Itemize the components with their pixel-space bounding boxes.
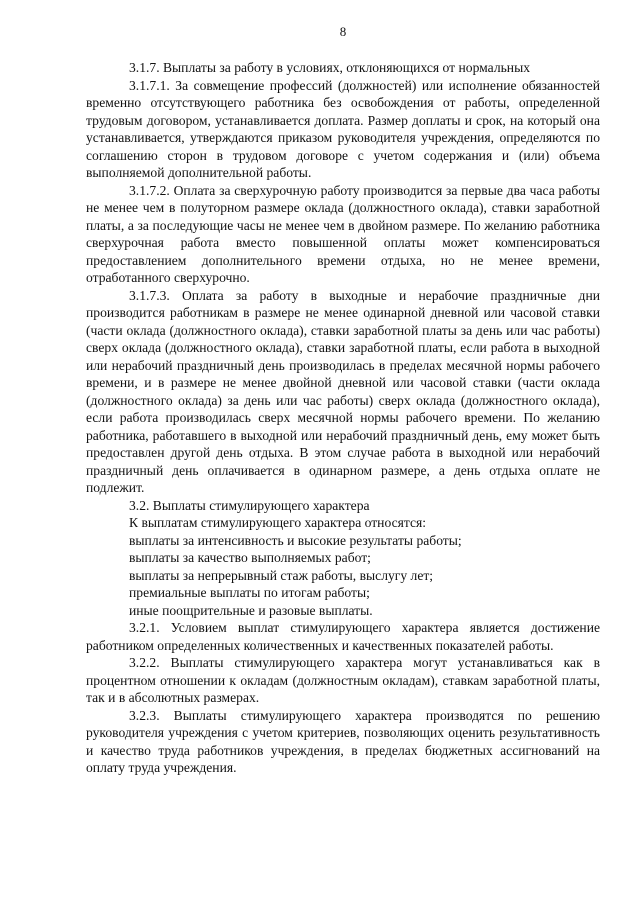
paragraph-3-1-7-1: 3.1.7.1. За совмещение профессий (должностей) или исполнение обязанностей временно отсутствующего работника без освобождения от работы, определенной трудовым договором, устанавливается доплата. Размер доплаты и срок, на который она устанавливается, утверждаются приказом руководителя учреждения, определяются по соглашению сторон в трудовом договоре с учетом содержания и (или) объема выполняемой дополнительной работы. xyxy=(86,77,600,180)
paragraph-3-1-7-3: 3.1.7.3. Оплата за работу в выходные и нерабочие праздничные дни производится работникам в размере не менее одинарной дневной или часовой ставки (части оклада (должностного оклада), ставки заработной платы за день или час работы) сверх оклада (должностного оклада), ставки заработной платы, если работа в выходной или нерабочий праздничный день производилась в пределах месячной нормы рабочего времени, и в размере не менее двойной дневной или часовой ставки (части оклада (должностного оклада) за день или час работы) сверх оклада (должностного оклада), если работа производилась сверх месячной нормы рабочего времени. По желанию работника, работавшего в выходной или нерабочий праздничный день, ему может быть предоставлен другой день отдыха. В этом случае работа в выходной или нерабочий праздничный день оплачивается в одинарном размере, а день отдыха оплате не подлежит. xyxy=(86,287,600,495)
paragraph-3-2-3: 3.2.3. Выплаты стимулирующего характера производятся по решению руководителя учреждения с учетом критериев, позволяющих оценить результативность и качество труда работников учреждения, в пределах бюджетных ассигнований на оплату труда учреждения. xyxy=(86,707,600,775)
paragraph-3-2-2: 3.2.2. Выплаты стимулирующего характера могут устанавливаться как в процентном отношении к окладам (должностным окладам), ставкам заработной платы, так и в абсолютных размерах. xyxy=(86,655,600,705)
paragraph-3-2-1: 3.2.1. Условием выплат стимулирующего характера является достижение работником определенных количественных и качественных показателей работы. xyxy=(86,620,600,653)
list-intro: К выплатам стимулирующего характера относятся: xyxy=(129,515,427,530)
list-item: выплаты за качество выполняемых работ; xyxy=(129,550,371,565)
page-number: 8 xyxy=(339,24,347,39)
document-body xyxy=(86,59,600,777)
list-item: иные поощрительные и разовые выплаты. xyxy=(129,602,373,618)
heading-3-2: 3.2. Выплаты стимулирующего характера xyxy=(129,497,370,513)
heading-3-1-7: 3.1.7. Выплаты за работу в условиях, отклоняющихся от нормальных xyxy=(129,60,531,75)
paragraph-3-1-7-2: 3.1.7.2. Оплата за сверхурочную работу производится за первые два часа работы не менее чем в полуторном размере оклада (должностного оклада), ставки заработной платы, а за последующие часы не менее чем в двойном размере. По желанию работника сверхурочная работа вместо повышенной оплаты может компенсироваться предоставлением дополнительного времени отдыха, но не менее времени, отработанного сверхурочно. xyxy=(86,182,600,285)
list-item: выплаты за непрерывный стаж работы, выслугу лет; xyxy=(129,567,434,583)
list-item: выплаты за интенсивность и высокие результаты работы; xyxy=(129,532,462,548)
list-item: премиальные выплаты по итогам работы; xyxy=(129,585,370,600)
